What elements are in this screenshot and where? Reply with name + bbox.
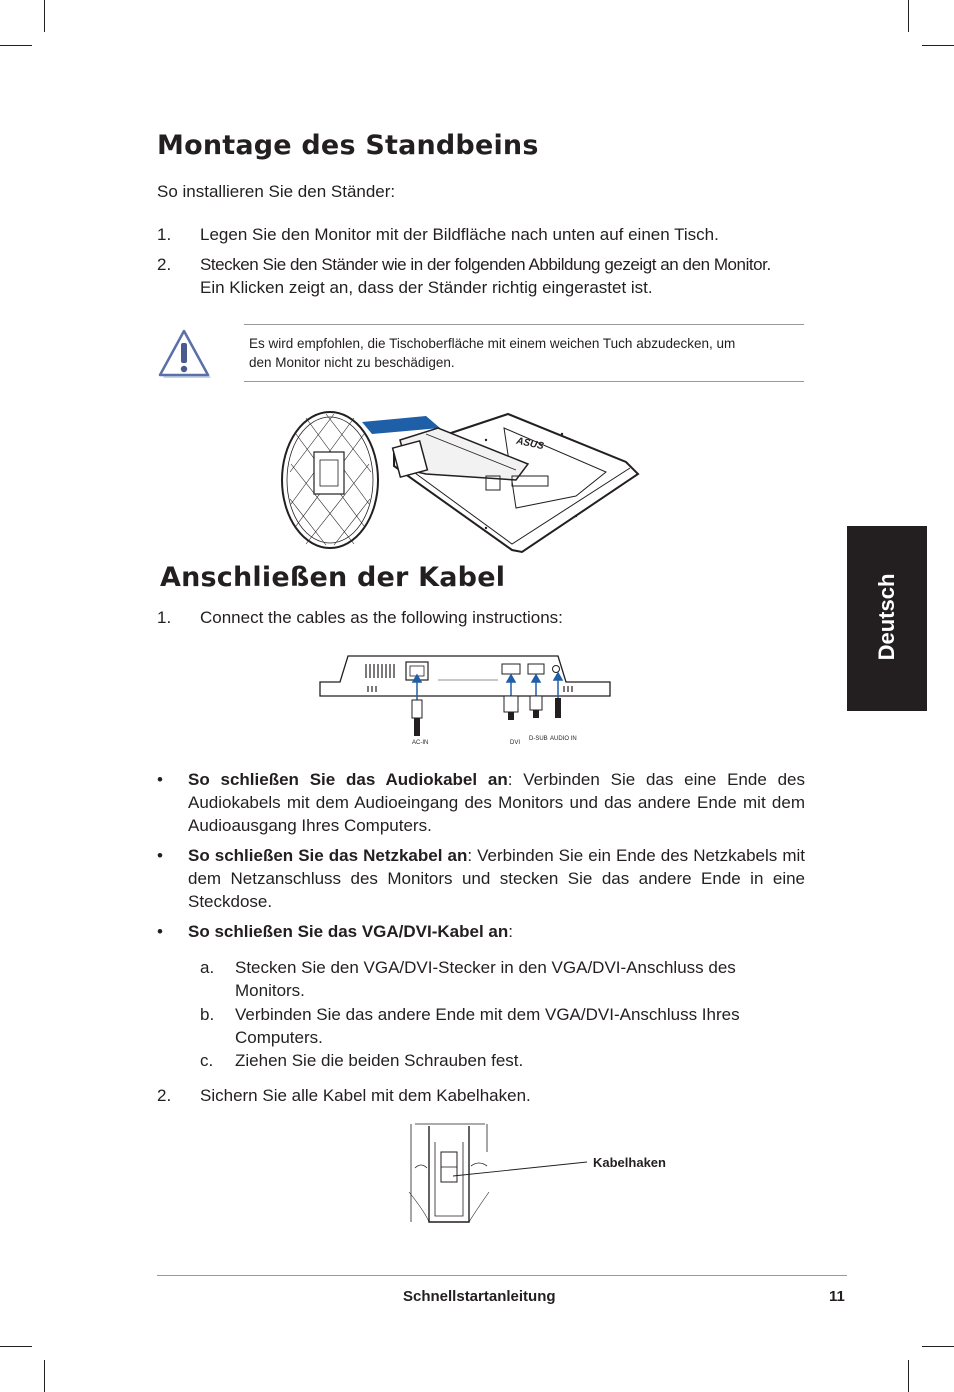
section-title-cables: Anschließen der Kabel bbox=[160, 562, 506, 593]
warning-icon bbox=[155, 328, 213, 382]
bullet-rest: : Verbinden Sie ein Ende des Netzkabels mit dem Netzanschluss des Monitors und stecken Sie das andere Ende in eine Steckdose. bbox=[188, 846, 805, 911]
port-label-dsub: D-SUB bbox=[529, 736, 548, 742]
bullet-mark: • bbox=[157, 770, 163, 789]
intro-text: So installieren Sie den Ständer: bbox=[157, 182, 396, 201]
substep-item bbox=[200, 956, 800, 1002]
step-item bbox=[157, 253, 817, 299]
step-text: Connect the cables as the following instructions: bbox=[200, 608, 563, 627]
step-number: 1. bbox=[157, 608, 172, 627]
bullet-rest: : bbox=[508, 922, 513, 941]
step-number: 2. bbox=[157, 255, 172, 274]
crop-mark bbox=[44, 1360, 45, 1392]
step-text-line: Stecken Sie den Ständer wie in der folgenden Abbildung gezeigt an den Monitor. bbox=[200, 255, 771, 274]
crop-mark bbox=[0, 1346, 32, 1347]
step-item bbox=[157, 606, 817, 629]
bullet-mark: • bbox=[157, 846, 163, 865]
substep-text-line: Monitors. bbox=[235, 981, 305, 1000]
bullet-rest: : Verbinden Sie das eine Ende des Audiokabels mit dem Audioeingang des Monitors und das andere Ende mit dem Audioausgang Ihres Computers. bbox=[188, 770, 805, 835]
bullet-bold: So schließen Sie das VGA/DVI-Kabel an bbox=[188, 922, 509, 941]
bullet-text bbox=[188, 844, 805, 913]
bullet-text bbox=[188, 920, 805, 943]
step-text: Sichern Sie alle Kabel mit dem Kabelhaken. bbox=[200, 1086, 531, 1105]
port-label-ac: AC-IN bbox=[412, 740, 429, 746]
note-text bbox=[249, 334, 735, 372]
bullet-bold: So schließen Sie das Audiokabel an bbox=[188, 770, 508, 789]
page-number: 11 bbox=[829, 1288, 845, 1305]
note-text-line: Es wird empfohlen, die Tischoberfläche mit einem weichen Tuch abzudecken, um bbox=[249, 336, 736, 351]
substep-letter: a. bbox=[200, 958, 215, 977]
cable-hook-figure bbox=[405, 1122, 590, 1226]
bullet-text bbox=[188, 768, 805, 837]
crop-mark bbox=[0, 45, 32, 46]
crop-mark bbox=[908, 1360, 909, 1392]
footer-title: Schnellstartanleitung bbox=[403, 1288, 556, 1305]
port-label-audio: AUDIO IN bbox=[550, 736, 577, 742]
substep-text-line: Computers. bbox=[235, 1028, 323, 1047]
step-text: Legen Sie den Monitor mit der Bildfläche nach unten auf einen Tisch. bbox=[200, 225, 719, 244]
substep-item bbox=[200, 1049, 800, 1072]
substep-item bbox=[200, 1003, 800, 1049]
step-number: 2. bbox=[157, 1086, 172, 1105]
bullet-item bbox=[157, 768, 817, 837]
substep-letter: c. bbox=[200, 1051, 214, 1070]
substep-text-line: Verbinden Sie das andere Ende mit dem VGA/DVI-Anschluss Ihres bbox=[235, 1005, 740, 1024]
section-title-stand: Montage des Standbeins bbox=[157, 130, 539, 161]
hook-label: Kabelhaken bbox=[593, 1155, 666, 1170]
note-text-line: den Monitor nicht zu beschädigen. bbox=[249, 355, 455, 370]
step-item bbox=[157, 1084, 817, 1107]
substep-text-line: Stecken Sie den VGA/DVI-Stecker in den VGA/DVI-Anschluss des bbox=[235, 958, 736, 977]
bullet-bold: So schließen Sie das Netzkabel an bbox=[188, 846, 468, 865]
port-label-dvi: DVI bbox=[510, 740, 521, 746]
step-item bbox=[157, 223, 817, 246]
bullet-item bbox=[157, 920, 817, 943]
cable-connection-figure bbox=[318, 652, 614, 750]
note-box bbox=[244, 324, 804, 382]
substep-letter: b. bbox=[200, 1005, 215, 1024]
bullet-item bbox=[157, 844, 817, 913]
crop-mark bbox=[44, 0, 45, 32]
language-tab-label: Deutsch bbox=[874, 573, 899, 661]
crop-mark bbox=[908, 0, 909, 32]
language-tab bbox=[847, 526, 927, 711]
footer-rule bbox=[157, 1275, 847, 1276]
asus-logo-text: ASUS bbox=[515, 435, 545, 453]
substep-text-line: Ziehen Sie die beiden Schrauben fest. bbox=[235, 1051, 524, 1070]
crop-mark bbox=[922, 1346, 954, 1347]
step-number: 1. bbox=[157, 225, 172, 244]
crop-mark bbox=[922, 45, 954, 46]
bullet-mark: • bbox=[157, 922, 163, 941]
stand-assembly-figure bbox=[276, 404, 646, 556]
step-text-line: Ein Klicken zeigt an, dass der Ständer richtig eingerastet ist. bbox=[200, 278, 653, 297]
step-text bbox=[200, 253, 771, 299]
